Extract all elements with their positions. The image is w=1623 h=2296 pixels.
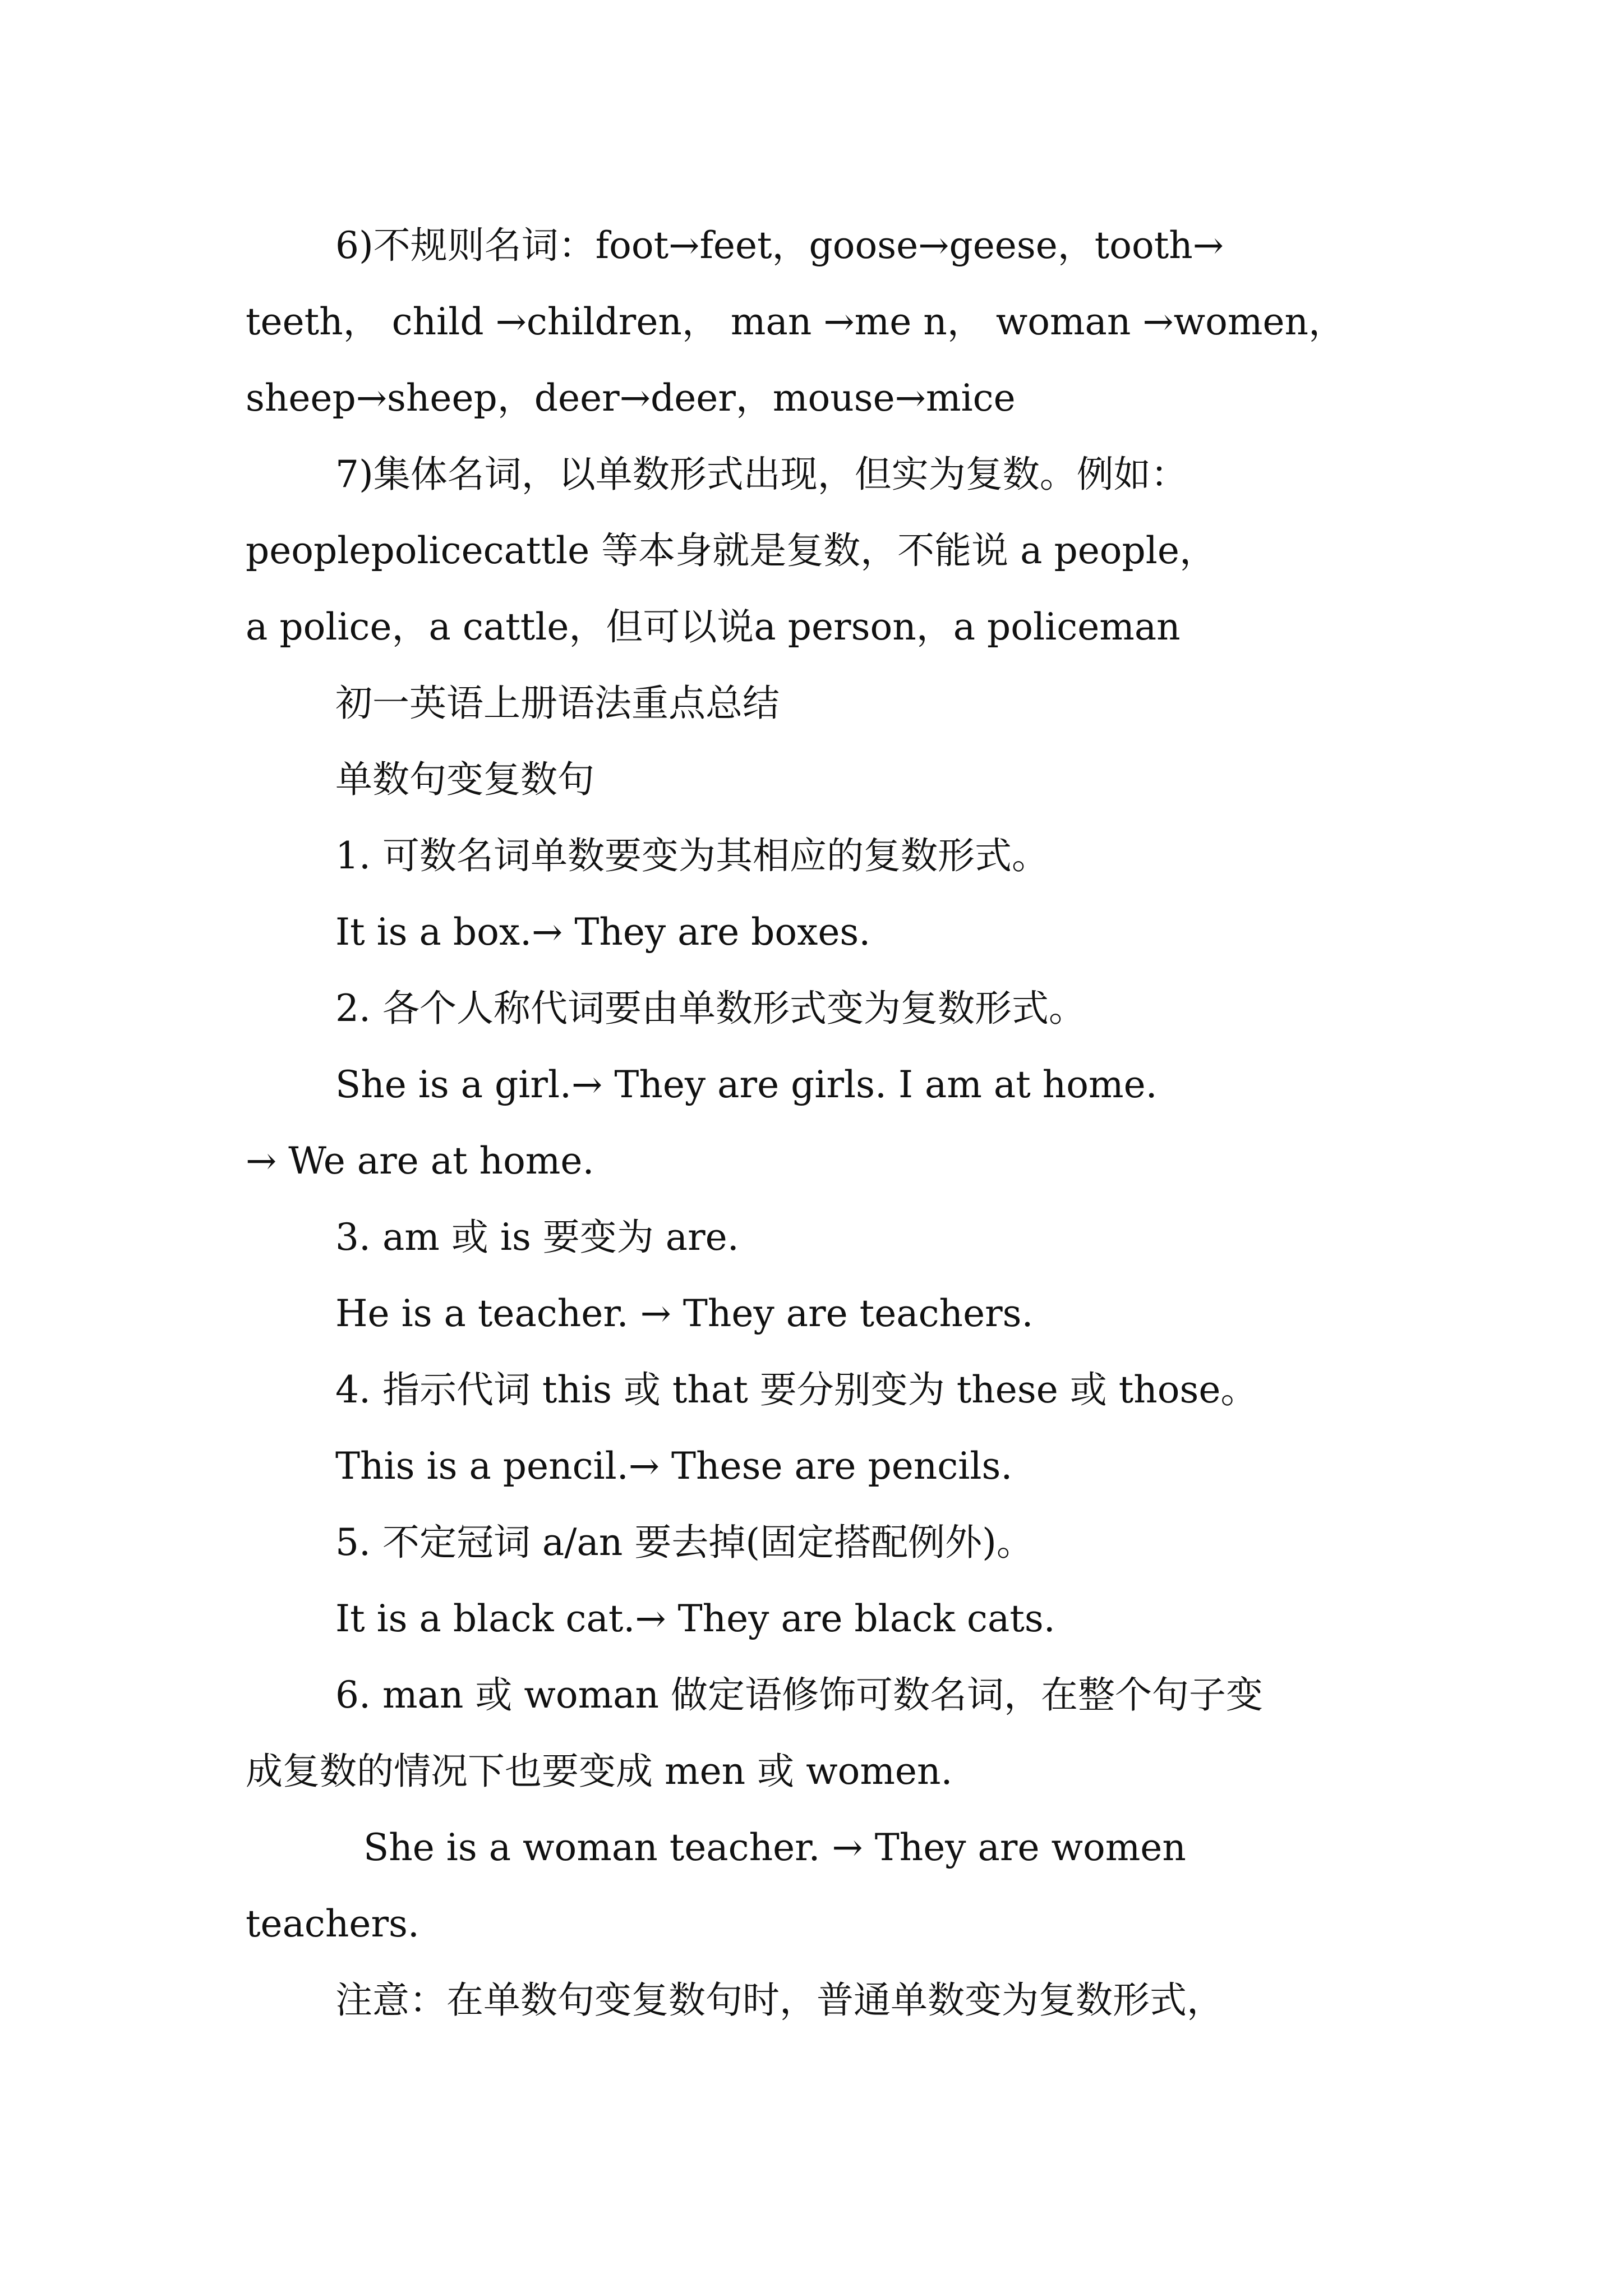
rule-3: 3. am 或 is 要变为 are. <box>335 1216 739 1259</box>
section-title: 初一英语上册语法重点总结 <box>335 682 780 725</box>
example-6-continued: teachers. <box>246 1902 419 1945</box>
rule-5: 5. 不定冠词 a/an 要去掉(固定搭配例外)。 <box>335 1521 1034 1564</box>
rule-1: 1. 可数名词单数要变为其相应的复数形式。 <box>335 834 1049 877</box>
rule-2: 2. 各个人称代词要由单数形式变为复数形式。 <box>335 987 1086 1030</box>
example-3: He is a teacher. → They are teachers. <box>335 1292 1034 1335</box>
example-2-continued: → We are at home. <box>246 1139 594 1182</box>
example-1: It is a box.→ They are boxes. <box>335 910 871 954</box>
rule-6-continued: 成复数的情况下也要变成 men 或 women. <box>246 1750 953 1793</box>
example-6: She is a woman teacher. → They are women <box>363 1826 1186 1869</box>
paragraph-line: a police，a cattle，但可以说a person，a policeman <box>246 605 1181 648</box>
paragraph-line: sheep→sheep，deer→deer，mouse→mice <box>246 376 1016 420</box>
paragraph-line-collective-nouns: 7)集体名词，以单数形式出现，但实为复数。例如： <box>335 453 1188 496</box>
section-subtitle: 单数句变复数句 <box>335 758 594 801</box>
example-2: She is a girl.→ They are girls. I am at home. <box>335 1063 1158 1106</box>
paragraph-line: teeth， child →children， man →me n， woman →women， <box>246 300 1346 343</box>
example-5: It is a black cat.→ They are black cats. <box>335 1597 1055 1640</box>
rule-6: 6. man 或 woman 做定语修饰可数名词，在整个句子变 <box>335 1673 1263 1717</box>
rule-4: 4. 指示代词 this 或 that 要分别变为 these 或 those。 <box>335 1368 1258 1411</box>
document-body <box>246 208 1390 2039</box>
paragraph-line-irregular-nouns: 6)不规则名词：foot→feet，goose→geese，tooth→ <box>335 224 1224 267</box>
example-4: This is a pencil.→ These are pencils. <box>335 1444 1013 1488</box>
note-line: 注意：在单数句变复数句时，普通单数变为复数形式， <box>335 1978 1224 2022</box>
paragraph-line: peoplepolicecattle 等本身就是复数，不能说 a people， <box>246 529 1216 572</box>
